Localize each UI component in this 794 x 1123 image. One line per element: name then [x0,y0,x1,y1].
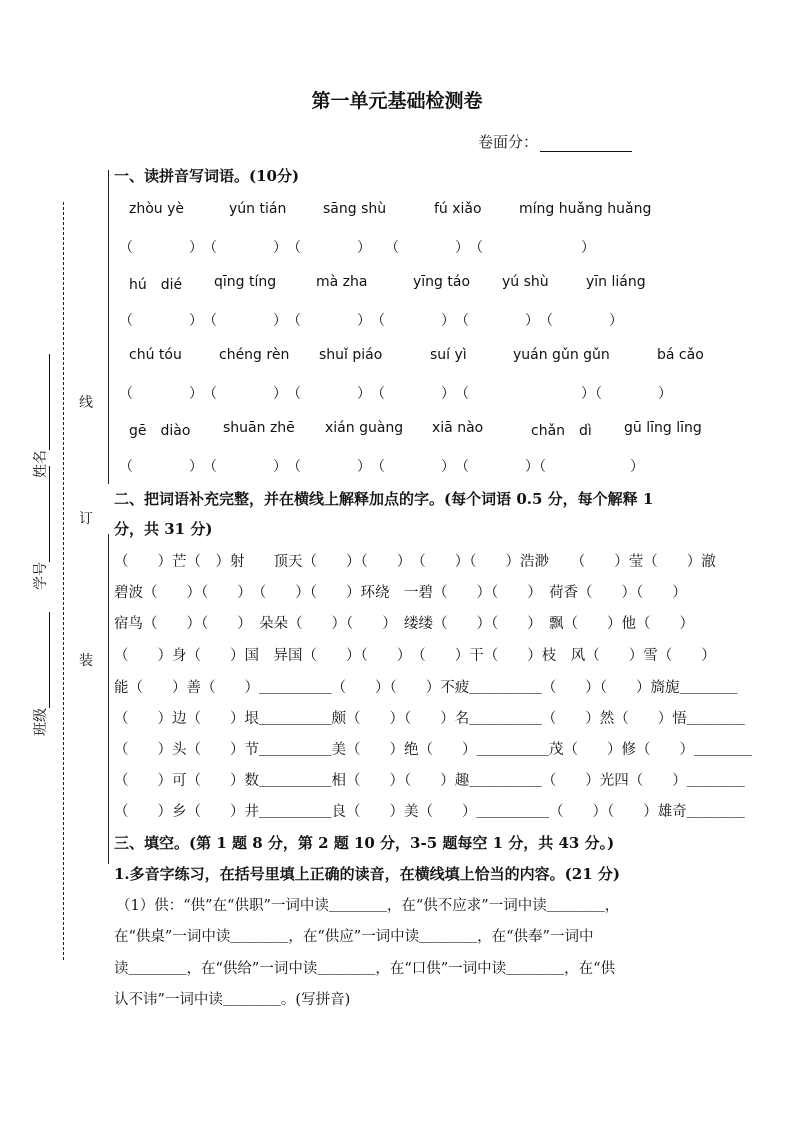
pinyin-item: gē diào [129,423,191,439]
idiom-row[interactable]: （ ）边（ ）垠＿＿＿＿＿颇（ ）（ ）名＿＿＿＿＿（ ）然（ ）悟＿＿＿＿ [114,711,745,727]
answer-parens-row-3[interactable]: （ ） （ ） （ ） （ ） （ ）（ ） [119,386,672,402]
binding-char-line: 线 [79,395,93,411]
binding-solid-line-top [108,170,109,484]
pinyin-item: mà zha [316,274,368,290]
pinyin-item: sāng shù [323,201,387,217]
class-blank[interactable] [37,612,50,708]
pinyin-item: xián guàng [325,420,404,436]
pinyin-item: yún tián [229,201,287,217]
binding-char-ding: 订 [79,511,93,527]
idiom-row[interactable]: （ ）芒（ ）射 顶天（ ）（ ） （ ）（ ）浩渺 （ ）莹（ ）澈 [114,554,716,570]
number-label: 学号 [33,562,49,590]
question1-line[interactable]: 在“供桌”一词中读＿＿＿＿，在“供应”一词中读＿＿＿＿，在“供奉”一词中 [114,929,594,945]
number-blank[interactable] [37,466,50,562]
question1-line[interactable]: （1）供：“供”在“供职”一词中读＿＿＿＿，在“供不应求”一词中读＿＿＿＿， [116,898,620,914]
question1-line[interactable]: 读＿＿＿＿，在“供给”一词中读＿＿＿＿，在“口供”一词中读＿＿＿＿，在“供 [114,961,616,977]
pinyin-item: hú dié [129,277,183,293]
section2-heading-line1: 二、把词语补充完整，并在横线上解释加点的字。(每个词语 0.5 分，每个解释 1 [114,490,654,508]
idiom-row[interactable]: 能（ ）善（ ）＿＿＿＿＿（ ）（ ）不疲＿＿＿＿＿（ ）（ ）旖旎＿＿＿＿ [114,680,738,696]
pinyin-item: fú xiǎo [434,201,482,217]
pinyin-item: chú tóu [129,347,182,363]
question1-line[interactable]: 认不讳”一词中读＿＿＿＿。(写拼音) [114,992,351,1008]
pinyin-item: yīng táo [413,274,471,290]
pinyin-item: suí yì [430,347,467,363]
pinyin-item: yuán gǔn gǔn [513,347,610,363]
binding-solid-line-bottom [108,534,109,864]
section3-heading: 三、填空。(第 1 题 8 分，第 2 题 10 分，3-5 题每空 1 分，共 43 分。) [114,834,615,852]
section2-heading-line2: 分，共 31 分) [114,520,213,538]
score-blank[interactable] [540,136,632,152]
class-field[interactable] [30,612,50,736]
idiom-row[interactable]: （ ）身（ ）国 异国（ ）（ ） （ ）干（ ）枝 风（ ）雪（ ） [114,648,716,664]
idiom-row[interactable]: （ ）可（ ）数＿＿＿＿＿相（ ）（ ）趣＿＿＿＿＿（ ）光四（ ）＿＿＿＿ [114,773,745,789]
score-label: 卷面分： [478,133,539,151]
pinyin-item: chéng rèn [219,347,290,363]
answer-parens-row-1[interactable]: （ ） （ ） （ ） （ ） （ ） [119,240,595,256]
answer-parens-row-2[interactable]: （ ） （ ） （ ） （ ） （ ） （ ） [119,313,623,329]
pinyin-item: zhòu yè [129,201,185,217]
question1-heading: 1.多音字练习，在括号里填上正确的读音，在横线填上恰当的内容。(21 分) [114,865,620,883]
answer-parens-row-4[interactable]: （ ） （ ） （ ） （ ） （ ）（ ） [119,459,644,475]
pinyin-item: shuǐ piáo [319,347,383,363]
pinyin-item: gū līng līng [624,420,702,436]
pinyin-item: chǎn dì [531,423,592,439]
pinyin-item: xiā nào [432,420,484,436]
idiom-row[interactable]: 碧波（ ）（ ） （ ）（ ）环绕 一碧（ ）（ ） 荷香（ ）（ ） [114,585,687,601]
name-blank[interactable] [37,354,50,450]
pinyin-item: yú shù [502,274,549,290]
binding-char-zhuang: 装 [79,653,93,669]
class-label: 班级 [33,708,49,736]
idiom-row[interactable]: 宿鸟（ ）（ ） 朵朵（ ）（ ） 缕缕（ ）（ ） 飘（ ）他（ ） [114,616,694,632]
idiom-row[interactable]: （ ）头（ ）节＿＿＿＿＿美（ ）绝（ ）＿＿＿＿＿茂（ ）修（ ）＿＿＿＿ [114,742,752,758]
page-title: 第一单元基础检测卷 [311,90,483,112]
section1-heading: 一、读拼音写词语。(10分) [114,167,300,185]
pinyin-item: qīng tíng [214,274,277,290]
score-field[interactable] [478,131,632,152]
number-field[interactable] [30,466,50,590]
pinyin-item: bá cǎo [657,347,704,363]
name-field[interactable] [30,354,50,478]
pinyin-item: míng huǎng huǎng [519,201,652,217]
pinyin-item: yīn liáng [586,274,646,290]
idiom-row[interactable]: （ ）乡（ ）井＿＿＿＿＿良（ ）美（ ）＿＿＿＿＿（ ）（ ）雄奇＿＿＿＿ [114,804,745,820]
name-label: 姓名 [33,450,49,478]
binding-dashed-line [63,202,64,960]
pinyin-item: shuān zhē [223,420,295,436]
